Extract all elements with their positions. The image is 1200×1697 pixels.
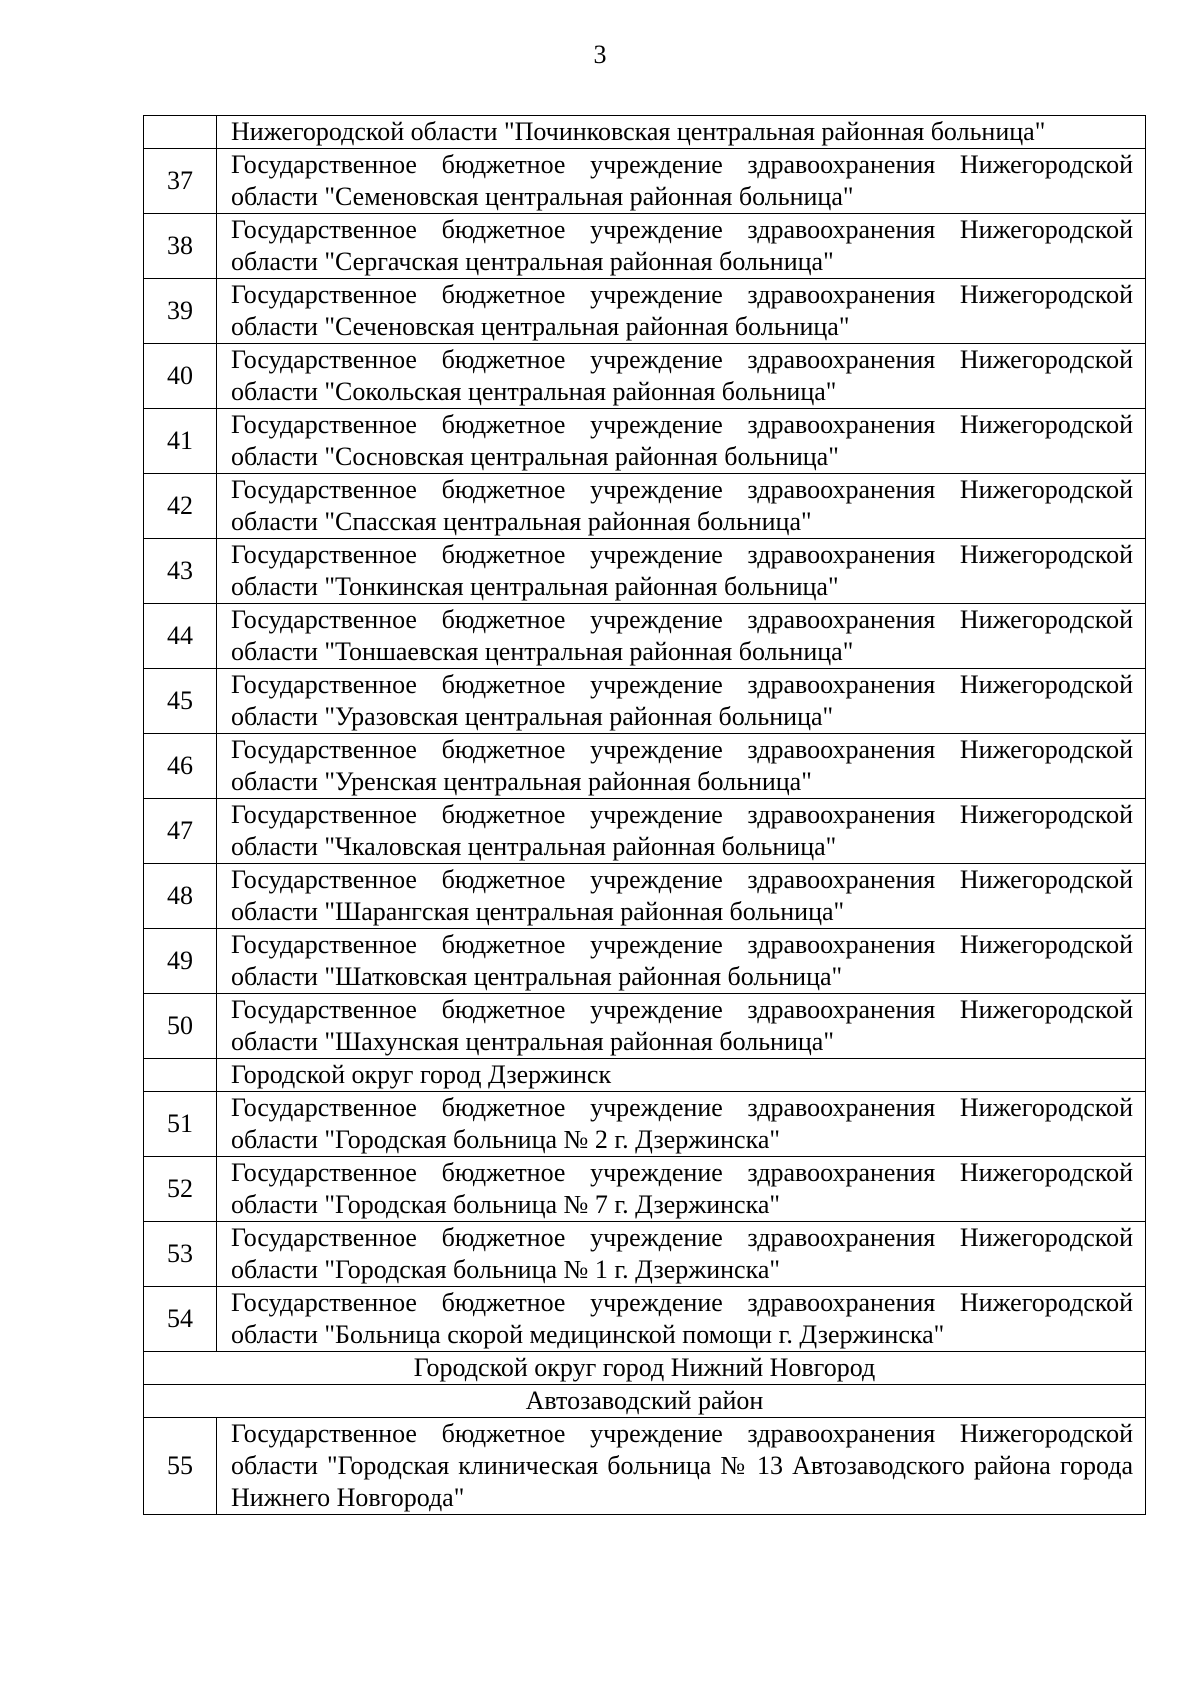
row-number: 52 (144, 1157, 217, 1222)
table-row (144, 409, 1146, 474)
table-body (144, 116, 1146, 1515)
table-row (144, 929, 1146, 994)
row-number: 40 (144, 344, 217, 409)
institution-name-line: Государственное бюджетное учреждение здравоохранения (231, 410, 936, 439)
subheader-row (144, 1059, 1146, 1092)
district-subheader: Городской округ город Дзержинск (217, 1059, 1146, 1092)
institution-name-line: Нижегородской области "Сеченовская центральная районная больница" (231, 280, 1133, 341)
institution-name-line: Государственное бюджетное учреждение здравоохранения (231, 995, 936, 1024)
row-number: 42 (144, 474, 217, 539)
institution-name (217, 1287, 1146, 1352)
row-number: 51 (144, 1092, 217, 1157)
institution-name-line: Государственное бюджетное учреждение здравоохранения (231, 1158, 936, 1187)
institution-name-line: Государственное бюджетное учреждение здравоохранения (231, 930, 936, 959)
table-row (144, 344, 1146, 409)
institution-name-line: Государственное бюджетное учреждение здравоохранения (231, 475, 936, 504)
institution-name-line: Нижегородской области "Уразовская центральная районная больница" (231, 670, 1133, 731)
section-header: Городской округ город Нижний Новгород (144, 1352, 1146, 1385)
institution-name (217, 474, 1146, 539)
table-row (144, 1287, 1146, 1352)
institution-name-line: Нижегородской области "Сосновская центральная районная больница" (231, 410, 1133, 471)
institution-name-line: Государственное бюджетное учреждение здравоохранения (231, 800, 936, 829)
row-number: 53 (144, 1222, 217, 1287)
row-number: 47 (144, 799, 217, 864)
institution-name-line: Государственное бюджетное учреждение здравоохранения (231, 735, 936, 764)
institution-name-line: Нижегородской области "Тонкинская центральная районная больница" (231, 540, 1133, 601)
institution-name-line: Нижегородской области "Городская больница № 7 г. Дзержинска" (231, 1158, 1133, 1219)
institution-name-line: Государственное бюджетное учреждение здравоохранения (231, 1093, 936, 1122)
institution-name (217, 734, 1146, 799)
institution-name-line: Государственное бюджетное учреждение здравоохранения (231, 670, 936, 699)
table-row (144, 1092, 1146, 1157)
table-row (144, 279, 1146, 344)
institution-name-line: Нижегородской области "Городская больница № 2 г. Дзержинска" (231, 1093, 1133, 1154)
table-row (144, 604, 1146, 669)
row-number: 54 (144, 1287, 217, 1352)
row-number: 43 (144, 539, 217, 604)
institution-name (217, 1418, 1146, 1515)
institution-name-line: Нижегородской области "Починковская центральная районная больница" (231, 117, 1046, 146)
institution-name (217, 344, 1146, 409)
table-row (144, 1418, 1146, 1515)
institution-name (217, 409, 1146, 474)
row-number: 45 (144, 669, 217, 734)
table-row (144, 149, 1146, 214)
institution-name-line: Государственное бюджетное учреждение здравоохранения (231, 215, 936, 244)
row-number (144, 116, 217, 149)
row-number: 46 (144, 734, 217, 799)
institution-name (217, 929, 1146, 994)
row-number: 38 (144, 214, 217, 279)
institution-name-line: Нижегородской области "Уренская центральная районная больница" (231, 735, 1133, 796)
institution-name-line: Нижегородской области "Городская больница № 1 г. Дзержинска" (231, 1223, 1133, 1284)
empty-number-cell (144, 1059, 217, 1092)
page-number: 3 (593, 40, 607, 69)
institution-name (217, 279, 1146, 344)
institution-name-line: Государственное бюджетное учреждение здравоохранения (231, 865, 936, 894)
institution-name (217, 1092, 1146, 1157)
institution-name-line: Нижегородской области "Чкаловская центральная районная больница" (231, 800, 1133, 861)
institution-name-line: Нижегородской области "Шахунская центральная районная больница" (231, 995, 1133, 1056)
institution-name (217, 539, 1146, 604)
institution-name-line: Государственное бюджетное учреждение здравоохранения (231, 1223, 936, 1252)
institution-name-line: Дзержинска" (799, 1320, 945, 1349)
row-number: 50 (144, 994, 217, 1059)
table-row (144, 994, 1146, 1059)
section-row (144, 1352, 1146, 1385)
institution-name (217, 149, 1146, 214)
table-row (144, 1222, 1146, 1287)
section-row (144, 1385, 1146, 1418)
institution-name-line: Государственное бюджетное учреждение здравоохранения (231, 150, 936, 179)
institution-name-line: Нижегородской области "Семеновская центральная районная больница" (231, 150, 1133, 211)
institution-name (217, 994, 1146, 1059)
institution-name (217, 864, 1146, 929)
institution-name (217, 214, 1146, 279)
table-row (144, 214, 1146, 279)
institution-name-line: Нижегородской области "Больница скорой медицинской помощи г. (231, 1288, 1133, 1349)
row-number: 49 (144, 929, 217, 994)
row-number: 48 (144, 864, 217, 929)
institution-name-line: Нижегородской области "Тоншаевская центральная районная больница" (231, 605, 1133, 666)
institution-name-line: Нижегородской области "Шарангская центральная районная больница" (231, 865, 1133, 926)
institution-name-line: Нижегородской области "Шатковская центральная районная больница" (231, 930, 1133, 991)
institution-name-line: Нижегородской области "Городская клиническая больница № 13 (231, 1419, 1133, 1480)
table-row (144, 864, 1146, 929)
table-row (144, 1157, 1146, 1222)
institution-name-line: Государственное бюджетное учреждение здравоохранения (231, 1288, 936, 1317)
section-header: Автозаводский район (144, 1385, 1146, 1418)
table-row (144, 116, 1146, 149)
row-number: 44 (144, 604, 217, 669)
institution-name-line: Государственное бюджетное учреждение здравоохранения (231, 1419, 936, 1448)
institution-name (217, 799, 1146, 864)
institution-name-line: Автозаводского района города Нижнего Новгорода" (231, 1451, 1133, 1512)
institution-name (217, 1157, 1146, 1222)
institution-name (217, 604, 1146, 669)
row-number: 55 (144, 1418, 217, 1515)
table-row (144, 669, 1146, 734)
table-row (144, 799, 1146, 864)
institution-name-line: Нижегородской области "Сокольская центральная районная больница" (231, 345, 1133, 406)
institution-name-line: Государственное бюджетное учреждение здравоохранения (231, 345, 936, 374)
row-number: 39 (144, 279, 217, 344)
institution-name-line: Нижегородской области "Сергачская центральная районная больница" (231, 215, 1133, 276)
institution-name-line: Государственное бюджетное учреждение здравоохранения (231, 540, 936, 569)
row-number: 37 (144, 149, 217, 214)
hospital-list-table (143, 115, 1146, 1515)
institution-name-line: Государственное бюджетное учреждение здравоохранения (231, 280, 936, 309)
institution-name (217, 116, 1146, 149)
institution-name (217, 669, 1146, 734)
table-row (144, 734, 1146, 799)
table-row (144, 539, 1146, 604)
institution-name (217, 1222, 1146, 1287)
table-row (144, 474, 1146, 539)
row-number: 41 (144, 409, 217, 474)
institution-name-line: Государственное бюджетное учреждение здравоохранения (231, 605, 936, 634)
institution-name-line: Нижегородской области "Спасская центральная районная больница" (231, 475, 1133, 536)
